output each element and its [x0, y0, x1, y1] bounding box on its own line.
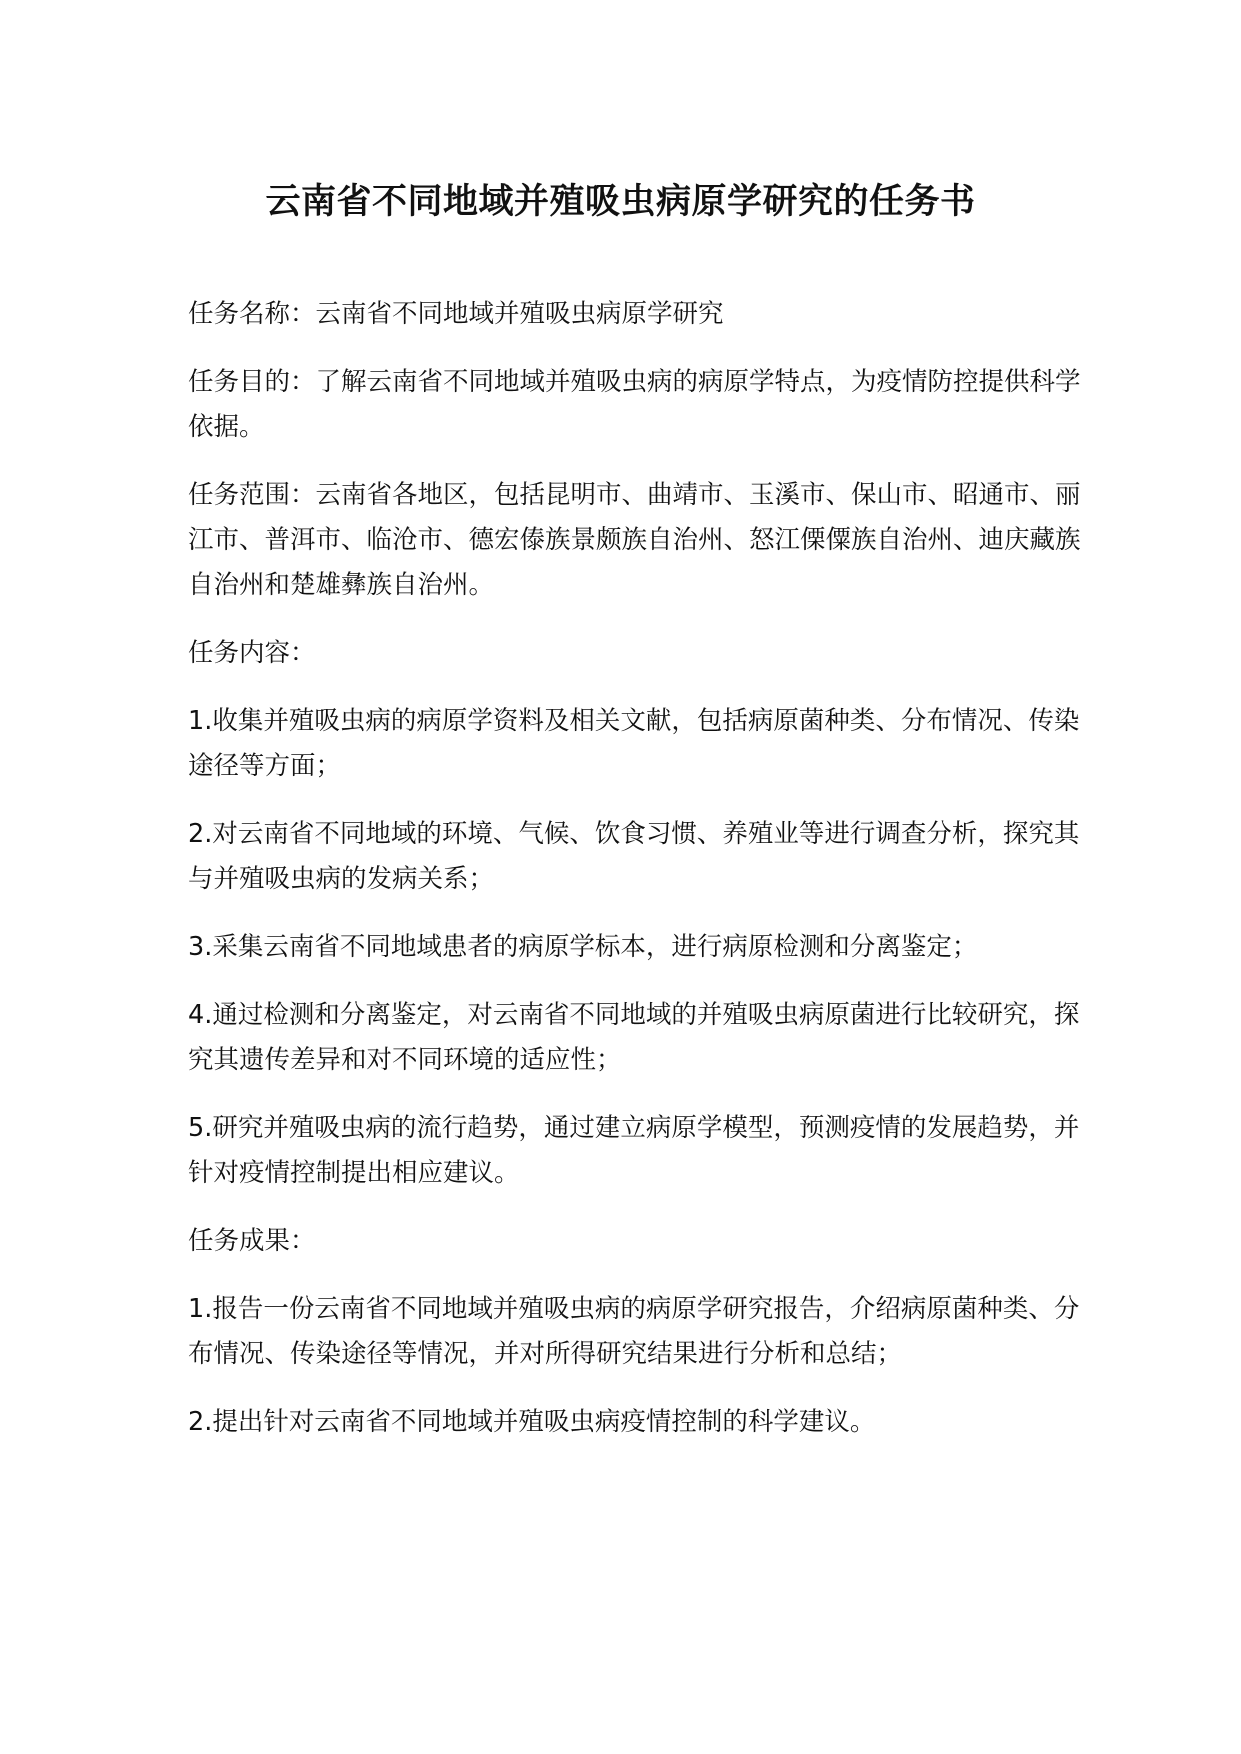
document-title: 云南省不同地域并殖吸虫病原学研究的任务书 [265, 182, 976, 222]
task-content-item-5: 5.研究并殖吸虫病的流行趋势，通过建立病原学模型，预测疫情的发展趋势，并针对疫情控制提出相应建议。 [188, 1113, 1080, 1188]
document-body [188, 292, 1093, 1468]
task-purpose-paragraph: 任务目的：了解云南省不同地域并殖吸虫病的病原学特点，为疫情防控提供科学依据。 [188, 367, 1081, 442]
task-content-item-3: 3.采集云南省不同地域患者的病原学标本，进行病原检测和分离鉴定； [188, 932, 978, 962]
task-content-item-2: 2.对云南省不同地域的环境、气候、饮食习惯、养殖业等进行调查分析，探究其与并殖吸虫病的发病关系； [188, 819, 1080, 894]
task-results-item-2: 2.提出针对云南省不同地域并殖吸虫病疫情控制的科学建议。 [188, 1407, 876, 1437]
task-scope-paragraph: 任务范围：云南省各地区，包括昆明市、曲靖市、玉溪市、保山市、昭通市、丽江市、普洱市、临沧市、德宏傣族景颇族自治州、怒江傈僳族自治州、迪庆藏族自治州和楚雄彝族自治州。 [188, 480, 1081, 600]
task-results-heading: 任务成果： [188, 1226, 316, 1256]
task-content-item-1: 1.收集并殖吸虫病的病原学资料及相关文献，包括病原菌种类、分布情况、传染途径等方面； [188, 706, 1080, 781]
task-content-item-4: 4.通过检测和分离鉴定，对云南省不同地域的并殖吸虫病原菌进行比较研究，探究其遗传差异和对不同环境的适应性； [188, 1000, 1080, 1075]
task-name-paragraph: 任务名称：云南省不同地域并殖吸虫病原学研究 [188, 299, 724, 329]
task-results-item-1: 1.报告一份云南省不同地域并殖吸虫病的病原学研究报告，介绍病原菌种类、分布情况、传染途径等情况，并对所得研究结果进行分析和总结； [188, 1294, 1080, 1369]
task-content-heading: 任务内容： [188, 638, 316, 668]
